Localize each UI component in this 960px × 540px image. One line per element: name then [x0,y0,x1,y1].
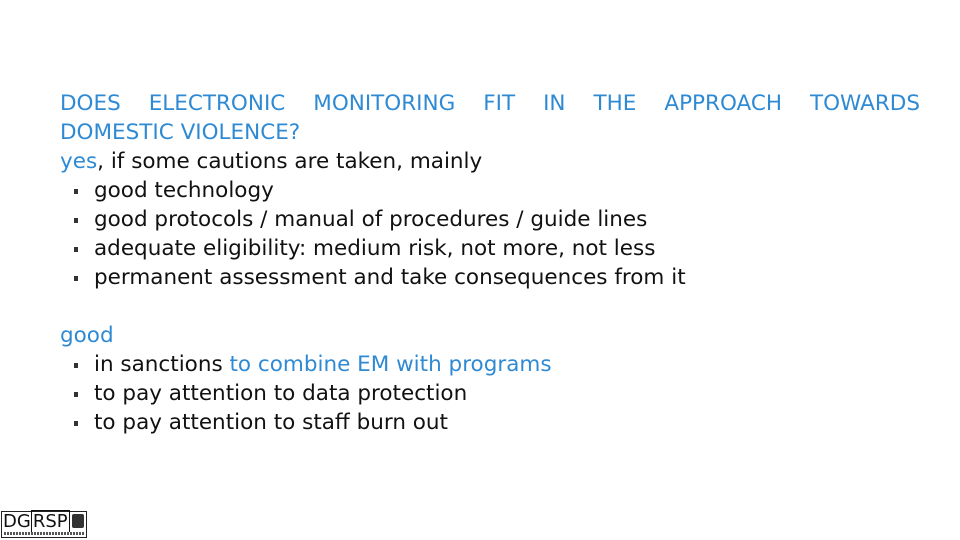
bullet-icon [74,421,78,426]
section1-lead-highlight: yes [60,149,98,174]
slide-content [60,89,920,437]
list-item [60,176,920,205]
heading-word: TOWARDS [810,91,920,116]
section1-list [60,176,920,292]
bullet-icon [74,392,78,397]
logo-emblem-icon [72,514,84,528]
list-item-text: good technology [94,178,274,203]
bullet-icon [74,247,78,252]
list-item-text: to pay attention to staff burn out [94,410,448,435]
heading-word: ELECTRONIC [148,91,286,116]
logo-fine-print [4,532,84,535]
heading-word: APPROACH [664,91,783,116]
list-item [60,350,920,379]
heading-word: FIT [483,91,516,116]
section1-lead [60,147,920,176]
list-item [60,234,920,263]
list-item [60,408,920,437]
heading-word: MONITORING [313,91,456,116]
bullet-icon [74,363,78,368]
list-item-text: in sanctions [94,352,230,377]
section2-lead: good [60,323,114,348]
list-item-text: adequate eligibility: medium risk, not more, not less [94,236,656,261]
heading-word: DOES [60,91,121,116]
bullet-icon [74,189,78,194]
logo-text [3,512,70,531]
heading-word: IN [543,91,566,116]
bullet-icon [74,218,78,223]
heading-line-2: DOMESTIC VIOLENCE? [60,120,301,145]
spacer [60,292,920,321]
list-item-text: permanent assessment and take consequences from it [94,265,686,290]
heading-line-1 [60,89,920,118]
list-item [60,379,920,408]
section1-lead-text: , if some cautions are taken, mainly [97,149,483,174]
list-item [60,205,920,234]
list-item [60,263,920,292]
bullet-icon [74,276,78,281]
logo-text-plain: DG [3,511,31,532]
section2-list [60,350,920,437]
list-item-text: to pay attention to data protection [94,381,468,406]
logo-text-boxed: RSP [32,511,68,532]
dgrsp-logo [1,511,87,538]
list-item-text: good protocols / manual of procedures / guide lines [94,207,648,232]
list-item-highlight: to combine EM with programs [229,352,552,377]
heading-word: THE [593,91,637,116]
